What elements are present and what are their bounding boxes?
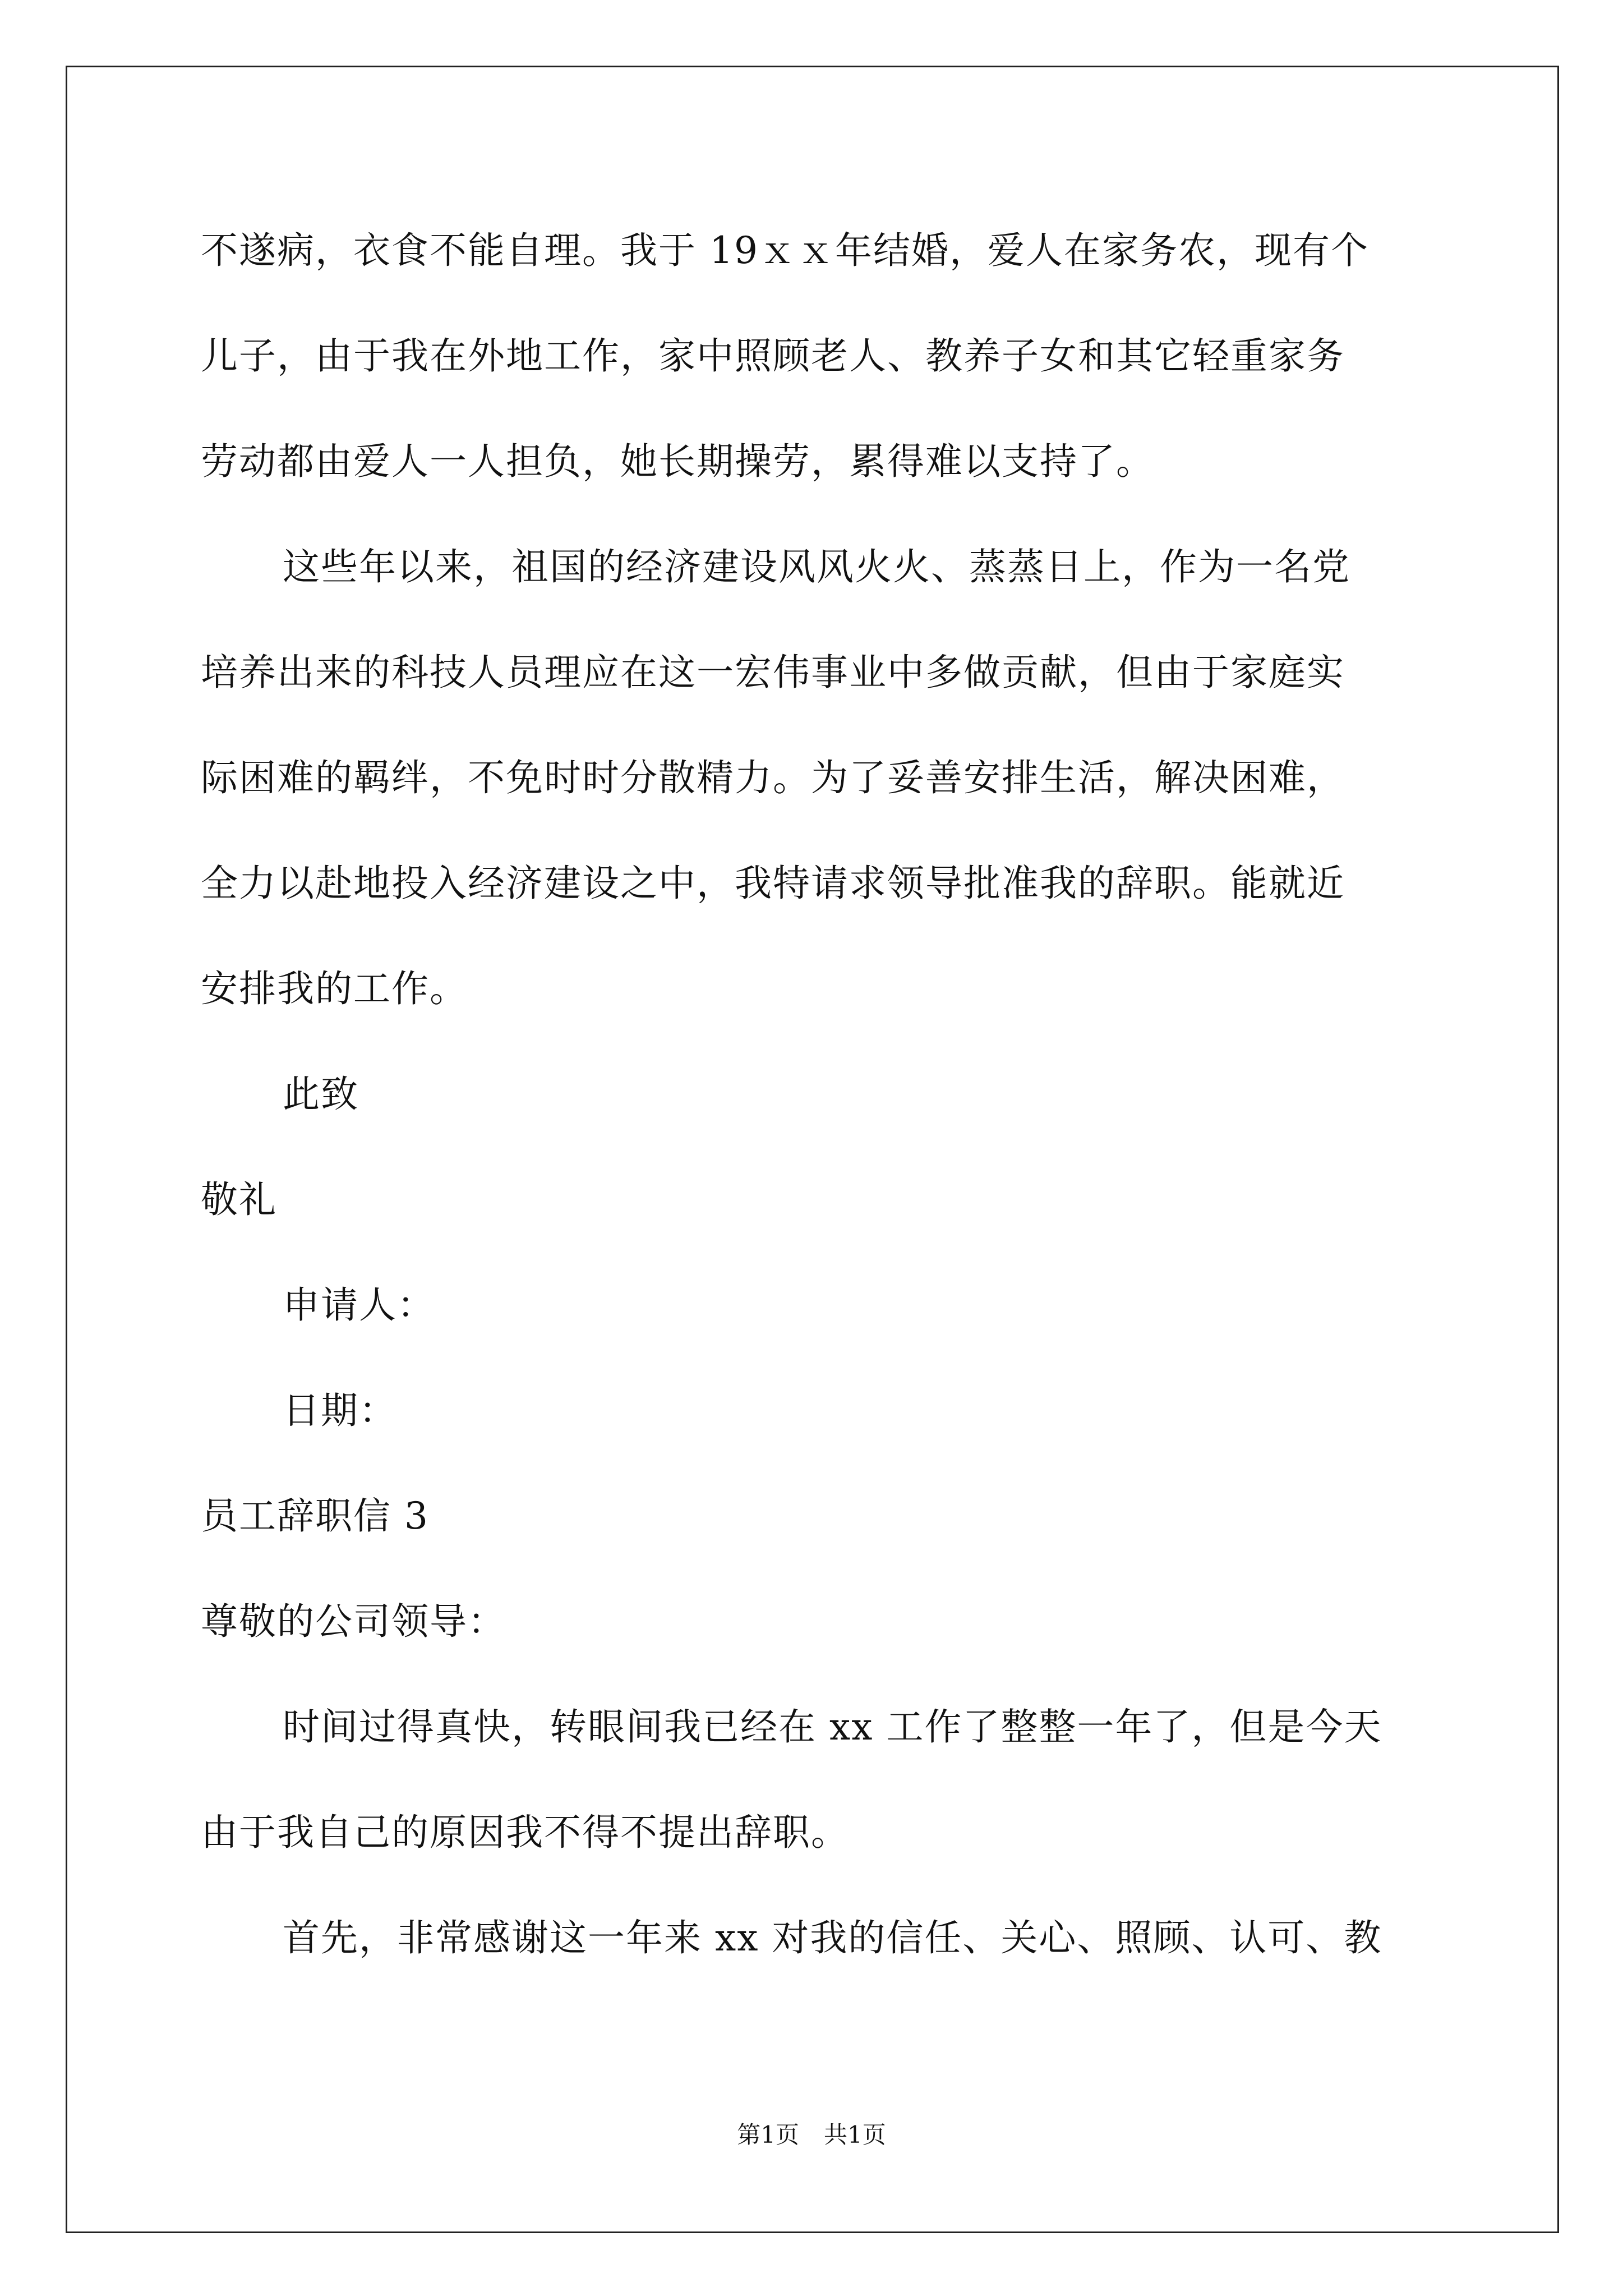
paragraph-start-line: 首先，非常感谢这一年来 xx 对我的信任、关心、照顾、认可、教 xyxy=(283,1916,1382,1959)
letter-greeting: 尊敬的公司领导： xyxy=(201,1600,506,1643)
body-line: 由于我自己的原因我不得不提出辞职。 xyxy=(201,1811,849,1854)
body-line: 安排我的工作。 xyxy=(201,967,468,1010)
closing-salutation: 此致 xyxy=(283,1073,359,1116)
body-line: 际困难的羁绊，不免时时分散精力。为了妥善安排生活，解决困难， xyxy=(201,756,1345,799)
date-label: 日期： xyxy=(283,1389,397,1432)
page-total: 共1页 xyxy=(824,2121,886,2148)
body-line: 劳动都由爱人一人担负，她长期操劳，累得难以支持了。 xyxy=(201,440,1154,483)
applicant-label: 申请人： xyxy=(283,1283,435,1327)
paragraph-start-line: 时间过得真快，转眼间我已经在 xx 工作了整整一年了，但是今天 xyxy=(283,1705,1382,1749)
page-number: 第1页 xyxy=(737,2121,799,2148)
document-body xyxy=(201,213,1435,2006)
body-line: 全力以赴地投入经济建设之中，我特请求领导批准我的辞职。能就近 xyxy=(201,862,1345,905)
closing-regards: 敬礼 xyxy=(201,1178,277,1221)
body-line: 儿子，由于我在外地工作，家中照顾老人、教养子女和其它轻重家务 xyxy=(201,334,1345,378)
section-heading: 员工辞职信 3 xyxy=(201,1494,429,1538)
body-line: 不遂病，衣食不能自理。我于 19ｘｘ年结婚，爱人在家务农，现有个 xyxy=(201,229,1369,272)
paragraph-start-line: 这些年以来，祖国的经济建设风风火火、蒸蒸日上，作为一名党 xyxy=(283,545,1350,588)
body-line: 培养出来的科技人员理应在这一宏伟事业中多做贡献，但由于家庭实 xyxy=(201,651,1345,694)
page-footer xyxy=(0,2116,1623,2150)
